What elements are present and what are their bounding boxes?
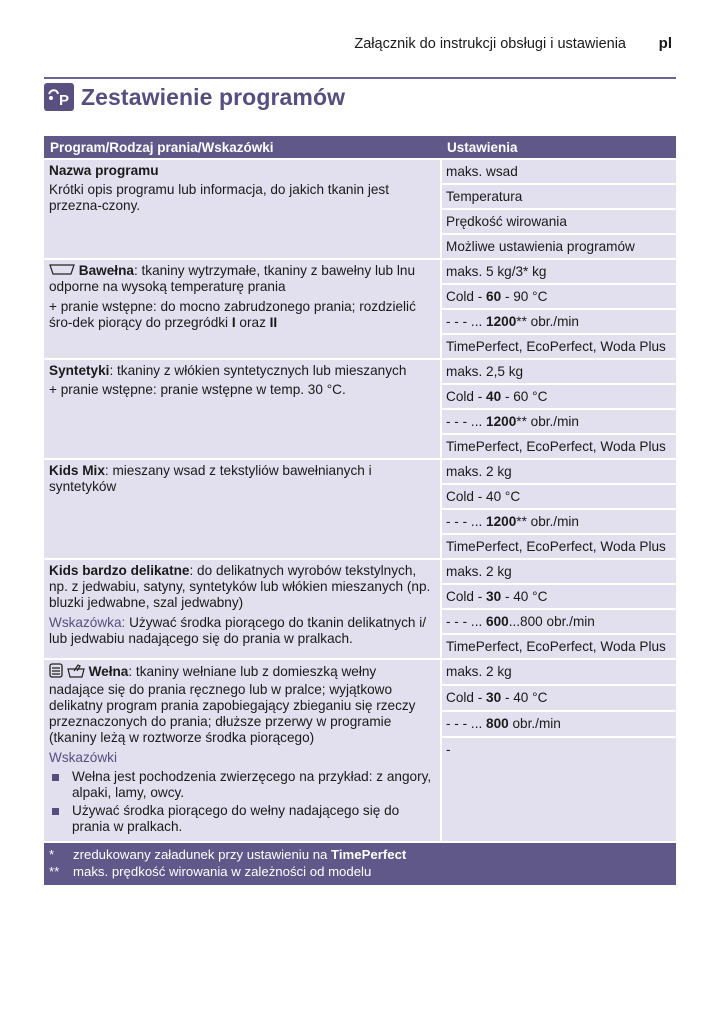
legend-spin: Prędkość wirowania	[441, 209, 676, 234]
footnote-mark: **	[49, 864, 60, 879]
footnote-text: zredukowany załadunek przy ustawieniu na	[73, 847, 332, 862]
hand-wash-icon	[67, 663, 85, 682]
table-row	[44, 559, 676, 584]
spin-prefix: - - - ...	[446, 314, 487, 329]
legend-temp: Temperatura	[441, 184, 676, 209]
wool-hints-label: Wskazówki	[49, 750, 117, 765]
col-program-header: Program/Rodzaj prania/Wskazówki	[44, 136, 441, 159]
temp-prefix: Cold -	[446, 389, 487, 404]
section-divider	[44, 77, 676, 79]
wool-name: Wełna	[88, 664, 129, 680]
kidsdelicate-load: maks. 2 kg	[441, 559, 676, 584]
kidsdelicate-name: Kids bardzo delikatne	[49, 563, 190, 578]
cotton-temp	[441, 284, 676, 309]
page-header	[44, 34, 674, 56]
cotton-options: TimePerfect, EcoPerfect, Woda Plus	[441, 334, 676, 359]
synthetic-description	[44, 359, 441, 459]
kidsmix-description	[44, 459, 441, 559]
kidsdelicate-spin	[441, 609, 676, 634]
synthetic-load: maks. 2,5 kg	[441, 359, 676, 384]
cotton-spin	[441, 309, 676, 334]
compartment-i: I	[231, 315, 236, 331]
legend-load: maks. wsad	[441, 159, 676, 184]
temp-default: 40	[486, 389, 502, 404]
wool-temp	[441, 685, 676, 711]
cotton-text: : tkaniny wytrzymałe, tkaniny z bawełny lub lnu odporne na wysoką temperaturę prania	[49, 263, 415, 295]
kidsdelicate-description	[44, 559, 441, 659]
compartment-ii: II	[269, 315, 278, 331]
spin-default: 1200	[486, 414, 517, 429]
table-header-row	[44, 136, 676, 159]
list-item	[49, 803, 435, 835]
footnote-bold: TimePerfect	[331, 847, 407, 862]
kidsdelicate-temp	[441, 584, 676, 609]
spin-suffix: ** obr./min	[516, 514, 579, 529]
section-heading	[44, 82, 345, 112]
cotton-extra-mid: oraz	[235, 315, 270, 331]
footnote-1	[49, 846, 671, 863]
synthetic-spin	[441, 409, 676, 434]
bullet-icon	[52, 808, 59, 815]
footnote-mark: *	[49, 847, 55, 862]
kidsmix-temp: Cold - 40 °C	[441, 484, 676, 509]
temp-default: 30	[486, 689, 502, 705]
col-settings-header: Ustawienia	[441, 136, 676, 159]
kidsmix-spin	[441, 509, 676, 534]
table-row	[44, 159, 676, 184]
temp-suffix: - 40 °C	[501, 589, 548, 604]
list-item	[49, 769, 435, 801]
wool-load: maks. 2 kg	[441, 659, 676, 685]
language-code: pl	[658, 35, 672, 52]
hint-text: Wełna jest pochodzenia zwierzęcego na przykład: z angory, alpaki, lamy, owcy.	[72, 769, 432, 800]
spin-suffix: ** obr./min	[516, 314, 579, 329]
temp-default: 30	[486, 589, 502, 604]
spin-suffix: ...800 obr./min	[508, 614, 595, 629]
synthetic-name: Syntetyki	[49, 363, 110, 378]
footnotes	[44, 842, 676, 885]
kidsmix-load: maks. 2 kg	[441, 459, 676, 484]
spin-default: 1200	[486, 314, 517, 329]
synthetic-temp	[441, 384, 676, 409]
footnote-text: maks. prędkość wirowania w zależności od modelu	[73, 864, 372, 879]
table-row	[44, 659, 676, 685]
kidsdelicate-text: : do delikatnych wyrobów tekstylnych, np. z jedwabiu, satyny, syntetyków lub włókien mieszanych (np. bluzki jedwabne, szal jedwabny)	[49, 563, 431, 610]
hint-text: Używać środka piorącego do wełny nadającego się do prania w pralkach.	[72, 803, 400, 834]
spin-default: 1200	[486, 514, 517, 529]
synthetic-text: : tkaniny z włókien syntetycznych lub mieszanych	[109, 363, 407, 378]
spin-prefix: - - - ...	[446, 614, 487, 629]
spin-suffix: obr./min	[508, 715, 561, 731]
footnote-2	[49, 863, 671, 880]
table-row	[44, 259, 676, 284]
hint-label: Wskazówka:	[49, 615, 126, 630]
program-overview-icon	[44, 83, 74, 111]
temp-prefix: Cold -	[446, 289, 487, 304]
legend-text: Krótki opis programu lub informacja, do jakich tkanin jest przezna-czony.	[49, 182, 390, 213]
cotton-tub-icon	[49, 263, 75, 279]
temp-suffix: - 40 °C	[501, 689, 548, 705]
synthetic-extra: + pranie wstępne: pranie wstępne w temp. 30 °C.	[49, 382, 346, 397]
wool-options: -	[441, 737, 676, 842]
kidsdelicate-options: TimePerfect, EcoPerfect, Woda Plus	[441, 634, 676, 659]
spin-default: 600	[486, 614, 509, 629]
cotton-extra: + pranie wstępne: do mocno zabrudzonego prania; rozdzielić śro-dek piorący do przegródki	[49, 299, 416, 331]
wool-text: : tkaniny wełniane lub z domieszką wełny nadające się do prania ręcznego lub w pralce; wyjątkowo delikatny program prania zapobiegający zbieganiu się rzeczy przeznaczonych do prania; dłuższe przerwy w programie (tkaniny leżą w roztworze środka piorącego)	[49, 664, 416, 745]
temp-suffix: - 90 °C	[501, 289, 548, 304]
cotton-load: maks. 5 kg/3* kg	[441, 259, 676, 284]
wool-tub-icon	[49, 663, 63, 682]
table-row	[44, 359, 676, 384]
wool-hints-list	[49, 769, 435, 835]
svg-text:P: P	[59, 92, 70, 108]
hint-text: Używać środka piorącego do tkanin delikatnych i/ lub jedwabiu nadającego się do prania w pralkach.	[49, 615, 427, 646]
legend-description	[44, 159, 441, 259]
section-title: Zestawienie programów	[81, 83, 346, 110]
header-title: Załącznik do instrukcji obsługi i ustawienia	[354, 36, 626, 52]
table-row	[44, 459, 676, 484]
temp-prefix: Cold -	[446, 589, 487, 604]
kidsmix-options: TimePerfect, EcoPerfect, Woda Plus	[441, 534, 676, 559]
wool-spin	[441, 711, 676, 737]
kidsmix-text: : mieszany wsad z tekstyliów bawełnianych i syntetyków	[49, 463, 372, 494]
temp-default: 60	[486, 289, 502, 304]
spin-default: 800	[486, 715, 509, 731]
cotton-name: Bawełna	[78, 263, 134, 278]
spin-suffix: ** obr./min	[516, 414, 579, 429]
wool-description	[44, 659, 441, 842]
synthetic-options: TimePerfect, EcoPerfect, Woda Plus	[441, 434, 676, 459]
spin-prefix: - - - ...	[446, 514, 487, 529]
legend-options: Możliwe ustawienia programów	[441, 234, 676, 259]
kidsmix-name: Kids Mix	[49, 463, 105, 478]
temp-prefix: Cold -	[446, 689, 487, 705]
spin-prefix: - - - ...	[446, 715, 487, 731]
cotton-description	[44, 259, 441, 359]
legend-name: Nazwa programu	[49, 163, 159, 178]
spin-prefix: - - - ...	[446, 414, 487, 429]
footnote-row	[44, 842, 676, 885]
temp-suffix: - 60 °C	[501, 389, 548, 404]
bullet-icon	[52, 774, 59, 781]
program-table	[44, 136, 676, 885]
